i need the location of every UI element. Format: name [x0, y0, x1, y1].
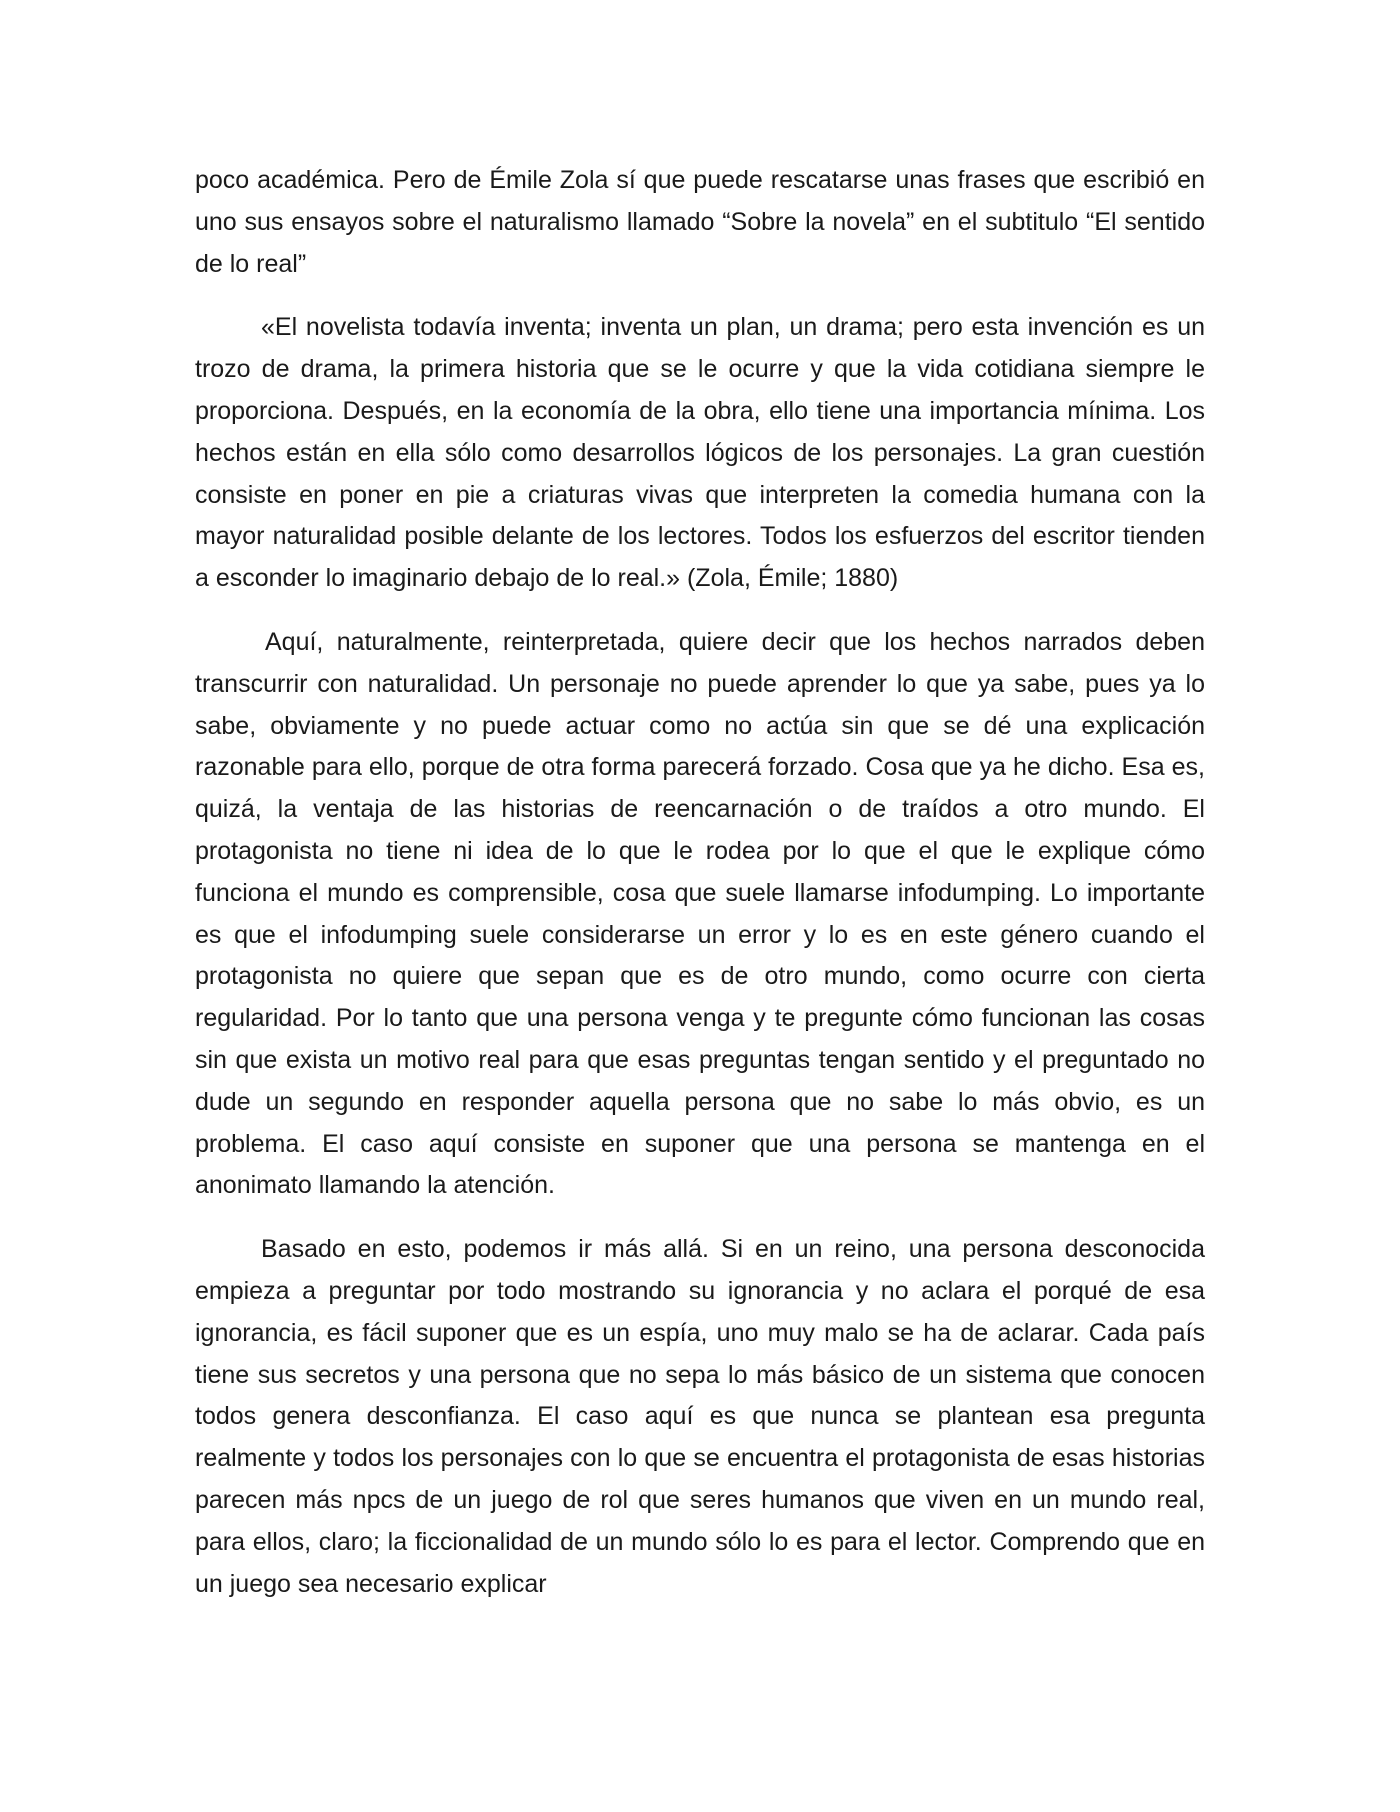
body-text	[195, 160, 1205, 1627]
paragraph-basado-en-esto: Basado en esto, podemos ir más allá. Si en un reino, una persona desconocida empieza a preguntar por todo mostrando su ignorancia y no aclara el porqué de esa ignorancia, es fácil suponer que es un espía, uno muy malo se ha de aclarar. Cada país tiene sus secretos y una persona que no sepa lo más básico de un sistema que conocen todos genera desconfianza. El caso aquí es que nunca se plantean esa pregunta realmente y todos los personajes con lo que se encuentra el protagonista de esas historias parecen más npcs de un juego de rol que seres humanos que viven en un mundo real, para ellos, claro; la ficcionalidad de un mundo sólo lo es para el lector. Comprendo que en un juego sea necesario explicar	[195, 1235, 1205, 1598]
paragraph-continuation: poco académica. Pero de Émile Zola sí que puede rescatarse unas frases que escribió en uno sus ensayos sobre el naturalismo llamado “Sobre la novela” en el subtitulo “El sentido de lo real”	[195, 166, 1205, 278]
paragraph-naturalidad: Aquí, naturalmente, reinterpretada, quiere decir que los hechos narrados deben transcurrir con naturalidad. Un personaje no puede aprender lo que ya sabe, pues ya lo sabe, obviamente y no puede actuar como no actúa sin que se dé una explicación razonable para ello, porque de otra forma parecerá forzado. Cosa que ya he dicho. Esa es, quizá, la ventaja de las historias de reencarnación o de traídos a otro mundo. El protagonista no tiene ni idea de lo que le rodea por lo que el que le explique cómo funciona el mundo es comprensible, cosa que suele llamarse infodumping. Lo importante es que el infodumping suele considerarse un error y lo es en este género cuando el protagonista no quiere que sepan que es de otro mundo, como ocurre con cierta regularidad. Por lo tanto que una persona venga y te pregunte cómo funcionan las cosas sin que exista un motivo real para que esas preguntas tengan sentido y el preguntado no dude un segundo en responder aquella persona que no sabe lo más obvio, es un problema. El caso aquí consiste en suponer que una persona se mantenga en el anonimato llamando la atención.	[195, 627, 1205, 1200]
paragraph-zola-quote: «El novelista todavía inventa; inventa un plan, un drama; pero esta invención es un trozo de drama, la primera historia que se le ocurre y que la vida cotidiana siempre le proporciona. Después, en la economía de la obra, ello tiene una importancia mínima. Los hechos están en ella sólo como desarrollos lógicos de los personajes. La gran cuestión consiste en poner en pie a criaturas vivas que interpreten la comedia humana con la mayor naturalidad posible delante de los lectores. Todos los esfuerzos del escritor tienden a esconder lo imaginario debajo de lo real.» (Zola, Émile; 1880)	[195, 313, 1205, 593]
